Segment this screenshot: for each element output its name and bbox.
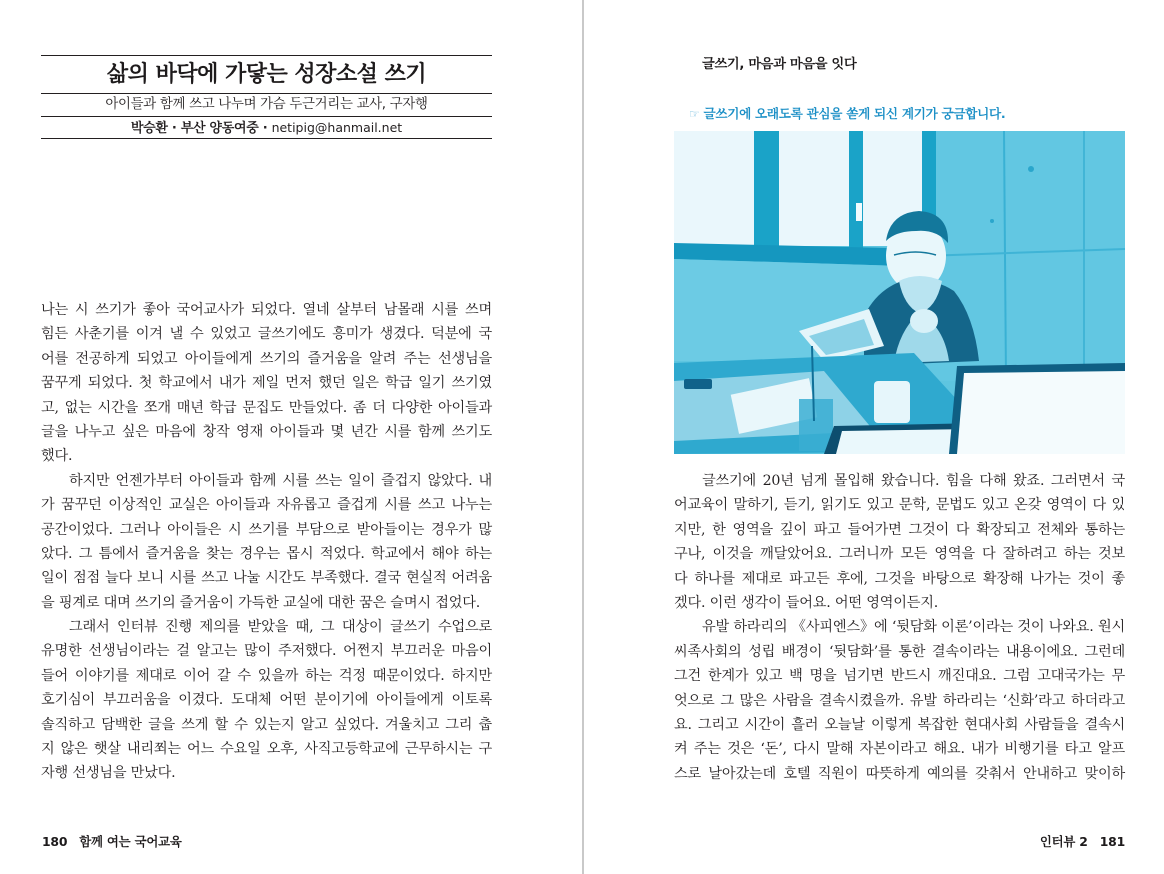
body-line: 들어 이야기를 제대로 이어 갈 수 있을까 하는 걱정 때문이었다. 하지만 xyxy=(41,667,492,684)
body-line: 가 꿈꾸던 이상적인 교실은 아이들과 자유롭고 즐겁게 시를 쓰고 나누는 xyxy=(41,497,492,514)
body-line: 어를 전공하게 되었고 아이들에게 쓰기의 즐거움을 알려 주는 선생님을 xyxy=(41,350,492,367)
page-number: 181 xyxy=(1099,834,1125,849)
body-line: 겠다. 이런 생각이 들어요. 어떤 영역이든지. xyxy=(674,594,939,611)
body-line: 했다. xyxy=(41,448,73,465)
body-line: 씨족사회의 성립 배경이 ‘뒷담화’를 통한 결속이라는 내용이에요. 그런데 xyxy=(674,643,1125,660)
body-line: 유발 하라리의 《사피엔스》에 ‘뒷담화 이론’이라는 것이 나와요. 원시 xyxy=(702,619,1125,636)
section-heading: 글쓰기, 마음과 마음을 잇다 xyxy=(702,57,857,72)
body-line: 았다. 그 틈에서 즐거움을 찾는 경우는 몹시 적었다. 학교에서 해야 하는 xyxy=(41,545,492,562)
article-subtitle: 아이들과 함께 쓰고 나누며 가슴 두근거리는 교사, 구자행 xyxy=(105,97,428,112)
bottom-rule xyxy=(41,138,492,139)
article-title: 삶의 바닥에 가닿는 성장소설 쓰기 xyxy=(106,62,427,87)
body-line: 힘든 사춘기를 이겨 낼 수 있었고 글쓰기에도 흥미가 생겼다. 덕분에 국 xyxy=(41,326,492,343)
body-line: 솔직하고 담백한 글을 쓰게 할 수 있는지 알고 싶었다. 겨울치고 그리 춥 xyxy=(41,716,492,733)
body-line: 유명한 선생님이라는 걸 알고는 많이 주저했다. 어쩐지 부끄러운 마음이 xyxy=(41,643,492,660)
section-label: 인터뷰 2 xyxy=(1039,834,1088,849)
body-line: 구나, 이것을 깨달았어요. 그러니까 모든 영역을 다 잘하려고 하는 것보 xyxy=(674,546,1125,563)
body-line: 그건 한계가 있고 백 명을 넘기면 반드시 깨진대요. 그럼 고대국가는 무 xyxy=(674,668,1125,685)
right-body-text xyxy=(674,469,1125,786)
byline xyxy=(41,117,492,138)
interview-question xyxy=(689,103,1005,122)
body-line: 글쓰기에 20년 넘게 몰입해 왔습니다. 힘을 다해 왔죠. 그러면서 국 xyxy=(702,473,1125,489)
byline-email: netipig@hanmail.net xyxy=(271,120,403,135)
body-line: 꿈꾸게 되었다. 첫 학교에서 내가 제일 먼저 했던 일은 학급 일기 쓰기였 xyxy=(41,375,492,392)
body-line: 공간이었다. 그러나 아이들은 시 쓰기를 부담으로 받아들이는 경우가 많 xyxy=(41,521,492,538)
photo-illustration xyxy=(674,131,1125,454)
body-line: 일이 점점 늘다 보니 시를 쓰고 나눌 시간도 부족했다. 결국 현실적 어려움 xyxy=(41,570,492,587)
body-line: 다 하나를 제대로 파고든 후에, 그것을 바탕으로 확장해 나가는 것이 좋 xyxy=(674,570,1125,587)
interview-photo xyxy=(674,131,1125,454)
body-line: 하지만 언젠가부터 아이들과 함께 시를 쓰는 일이 즐겁지 않았다. 내 xyxy=(69,472,492,489)
body-line: 스로 날아갔는데 호텔 직원이 따뜻하게 예의를 갖춰서 안내하고 맞이하 xyxy=(674,765,1125,782)
pointing-hand-icon: ☞ xyxy=(689,107,700,121)
body-line: 고, 없는 시간을 쪼개 매년 학급 문집도 만들었다. 좀 더 다양한 아이들과 xyxy=(41,399,492,416)
body-line: 자행 선생님을 만났다. xyxy=(41,765,176,782)
body-line: 어교육이 말하기, 듣기, 읽기도 있고 문학, 문법도 있고 온갖 영역이 다 있 xyxy=(674,497,1125,514)
body-line: 엇으로 그 많은 사람을 결속시켰을까. 유발 하라리는 ‘신화’라고 하더라고 xyxy=(674,692,1125,709)
body-line: 을 핑계로 대며 쓰기의 즐거움이 가득한 교실에 대한 꿈은 슬며시 접었다. xyxy=(41,594,481,611)
left-body-text xyxy=(41,298,492,786)
body-line: 그래서 인터뷰 진행 제의를 받았을 때, 그 대상이 글쓰기 수업으로 xyxy=(69,619,492,636)
book-title: 함께 여는 국어교육 xyxy=(79,834,182,849)
body-line: 지만, 한 영역을 깊이 파고 들어가면 그것이 다 확장되고 전체와 통하는 xyxy=(674,521,1125,538)
right-footer xyxy=(1040,832,1125,850)
page-number: 180 xyxy=(42,834,68,849)
left-footer xyxy=(42,832,182,850)
page-gutter xyxy=(582,0,584,874)
question-text: 글쓰기에 오래도록 관심을 쏟게 되신 계기가 궁금합니다. xyxy=(703,106,1006,121)
body-line: 요. 그리고 시간이 흘러 오늘날 이렇게 복잡한 현대사회 사람들을 결속시 xyxy=(674,716,1125,733)
body-line: 나는 시 쓰기가 좋아 국어교사가 되었다. 열네 살부터 남몰래 시를 쓰며 xyxy=(41,302,492,318)
body-line: 호기심이 부끄러움을 이겼다. 도대체 어떤 분이기에 아이들에게 이토록 xyxy=(41,692,492,709)
article-header xyxy=(41,55,492,139)
body-line: 글을 나누고 싶은 마음에 창작 영재 아이들과 몇 년간 시를 함께 쓰기도 xyxy=(41,423,492,440)
byline-author: 박승환 · 부산 양동여중 · xyxy=(130,121,272,136)
body-line: 켜 주는 것은 ‘돈’, 다시 말해 자본이라고 해요. 내가 비행기를 타고 알프 xyxy=(674,741,1125,758)
body-line: 지 않은 햇살 내리쬐는 어느 수요일 오후, 사직고등학교에 근무하시는 구 xyxy=(41,741,492,758)
